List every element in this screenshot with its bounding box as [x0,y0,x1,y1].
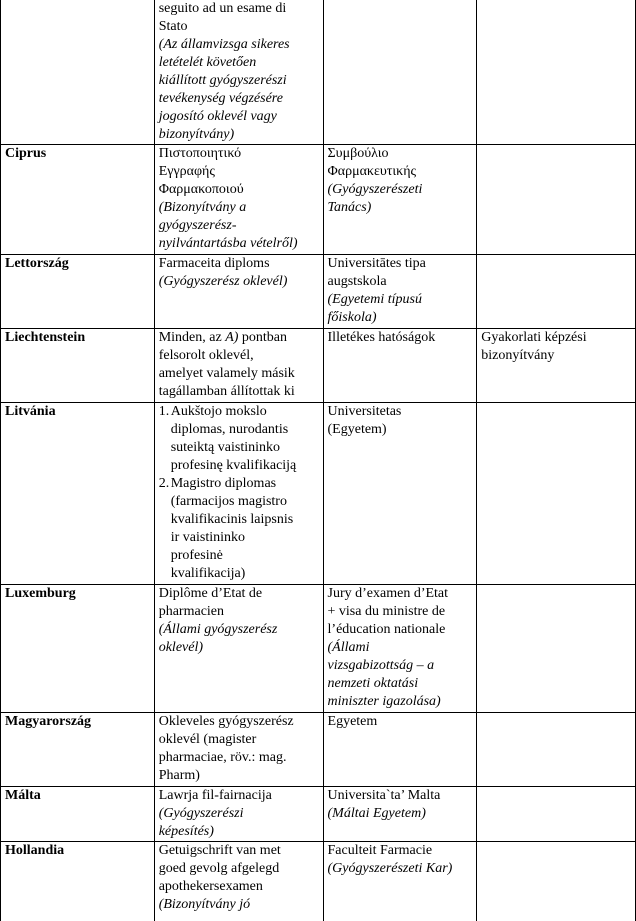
text-line: Gyakorlati képzési [481,330,587,345]
certificate-cell [477,403,636,585]
table-row [1,403,636,585]
item-text: Magistro diplomas [170,476,277,491]
translation-line: tevékenység végzésére [158,91,283,106]
text-line: Πιστοποιητικό [158,146,242,161]
translation-line: letételét követően [158,55,257,70]
issuer-cell [323,255,477,329]
translation-line: jogosító oklevél vagy [158,109,277,124]
text-line: l’éducation nationale [327,622,446,637]
country-name: Málta [5,788,41,803]
certificate-cell [477,787,636,842]
text-line: Jury d’examen d’Etat [327,586,449,601]
issuer-cell [323,329,477,403]
certificate-cell [477,255,636,329]
issuer-cell [323,145,477,255]
translation-line: (Az államvizsga sikeres [158,37,290,52]
text-fragment: pontban [238,330,288,345]
text-line: bizonyítvány [481,348,555,363]
translation-line: (Gyógyszerész oklevél) [158,274,288,289]
text-line: Farmaceita diploms [158,256,270,271]
qualification-cell [154,329,323,403]
table-row [1,329,636,403]
country-cell [1,403,155,585]
text-line: Pharm) [158,768,200,783]
issuer-cell [323,787,477,842]
translation-line: főiskola) [327,310,377,325]
certificate-cell [477,842,636,921]
qualification-cell [154,403,323,585]
translation-line: gyógyszerész- [158,218,237,233]
table-row [1,0,636,145]
text-fragment-italic: A) [225,330,239,345]
qualification-cell [154,0,323,145]
country-cell [1,842,155,921]
country-cell [1,329,155,403]
table-row [1,842,636,921]
text-line: Εγγραφής [158,164,215,179]
text-line: felsorolt oklevél, [158,348,254,363]
text-line: Diplôme d’Etat de [158,586,263,601]
country-name: Hollandia [5,843,65,858]
text-line: Lawrja fil-fairnacija [158,788,272,803]
translation-line: Tanács) [327,200,372,215]
translation-line: (Gyógyszerészeti [327,182,423,197]
text-line: Stato [158,19,188,34]
item-number: 2. [158,476,170,491]
text-line: Universitetas [327,404,402,419]
country-name: Litvánia [5,404,56,419]
text-line: Egyetem [327,714,378,729]
translation-line: (Bizonyítvány jó [158,897,251,912]
table-row [1,255,636,329]
qualification-cell [154,713,323,787]
country-name: Magyarország [5,714,92,729]
translation-line: (Gyógyszerészeti Kar) [327,861,453,876]
translation-line: képesítés) [158,824,214,839]
translation-line: nyilvántartásba vételről) [158,236,298,251]
translation-line: kiállított gyógyszerészi [158,73,287,88]
country-cell [1,585,155,713]
numbered-item-first-line [159,475,320,493]
text-fragment: Minden, az [158,330,226,345]
qualification-cell [154,255,323,329]
certificate-cell [477,585,636,713]
country-cell [1,0,155,145]
item-text-line: diplomas, nurodantis [170,422,289,437]
text-line: goed gevolg afgelegd [158,861,280,876]
item-text-line: kvalifikacija) [170,566,246,581]
text-line: + visa du ministre de [327,604,446,619]
country-name: Luxemburg [5,586,76,601]
translation-line: vizsgabizottság – a [327,658,435,673]
country-cell [1,145,155,255]
certificate-cell [477,0,636,145]
item-text-line: (farmacijos magistro [170,494,287,509]
translation-line: (Gyógyszerészi [158,806,244,821]
issuer-cell [323,403,477,585]
issuer-cell [323,713,477,787]
qualification-cell [154,585,323,713]
country-name: Liechtenstein [5,330,86,345]
text-line: Φαρμακευτικής [327,164,417,179]
text-line: amelyet valamely másik [158,366,295,381]
table-row [1,787,636,842]
country-cell [1,713,155,787]
text-line: Συμβούλιο [327,146,389,161]
translation-line: (Állami [327,640,370,655]
country-cell [1,255,155,329]
numbered-item [159,403,320,475]
numbered-item [159,475,320,583]
table-row [1,585,636,713]
translation-line: nemzeti oktatási [327,676,419,691]
translation-line: (Egyetemi típusú [327,292,422,307]
issuer-cell [323,842,477,921]
translation-line: miniszter igazolása) [327,694,441,709]
text-line: pharmaciae, röv.: mag. [158,750,287,765]
qualification-cell [154,787,323,842]
item-text-line: profesinė [170,548,223,563]
text-line: (Egyetem) [327,422,387,437]
translation-line: (Állami gyógyszerész [158,622,278,637]
numbered-item-first-line [159,403,320,421]
translation-line: (Máltai Egyetem) [327,806,426,821]
issuer-cell [323,585,477,713]
translation-line: bizonyítvány) [158,127,235,142]
item-text: Aukštojo mokslo [170,404,267,419]
translation-line: oklevél) [158,640,204,655]
text-line: Φαρμακοποιού [158,182,244,197]
text-line: Faculteit Farmacie [327,843,433,858]
text-line: Universita`ta’ Malta [327,788,441,803]
qualification-cell [154,145,323,255]
table-row [1,713,636,787]
item-text-line: ir vaistininko [170,530,245,545]
text-line: tagállamban állítottak ki [158,384,295,399]
item-text-line: kvalifikacinis laipsnis [170,512,294,527]
text-line: augstskola [327,274,387,289]
table-row [1,145,636,255]
text-line: Okleveles gyógyszerész [158,714,294,729]
issuer-cell [323,0,477,145]
text-line: Universitātes tipa [327,256,426,271]
text-line-mixed [159,329,320,347]
text-line: seguito ad un esame di [158,1,287,16]
country-cell [1,787,155,842]
translation-line: (Bizonyítvány a [158,200,247,215]
table-body [1,0,636,921]
item-text-line: profesinę kvalifikaciją [170,458,297,473]
text-line: Illetékes hatóságok [327,330,436,345]
certificate-cell [477,329,636,403]
text-line: pharmacien [158,604,225,619]
country-name: Ciprus [5,146,47,161]
certificate-cell [477,145,636,255]
text-line: apothekersexamen [158,879,263,894]
text-line: Getuigschrift van met [158,843,281,858]
qualification-cell [154,842,323,921]
item-text-line: suteiktą vaistininko [170,440,280,455]
text-line: oklevél (magister [158,732,257,747]
item-number: 1. [158,404,170,419]
certificate-cell [477,713,636,787]
country-name: Lettország [5,256,69,271]
